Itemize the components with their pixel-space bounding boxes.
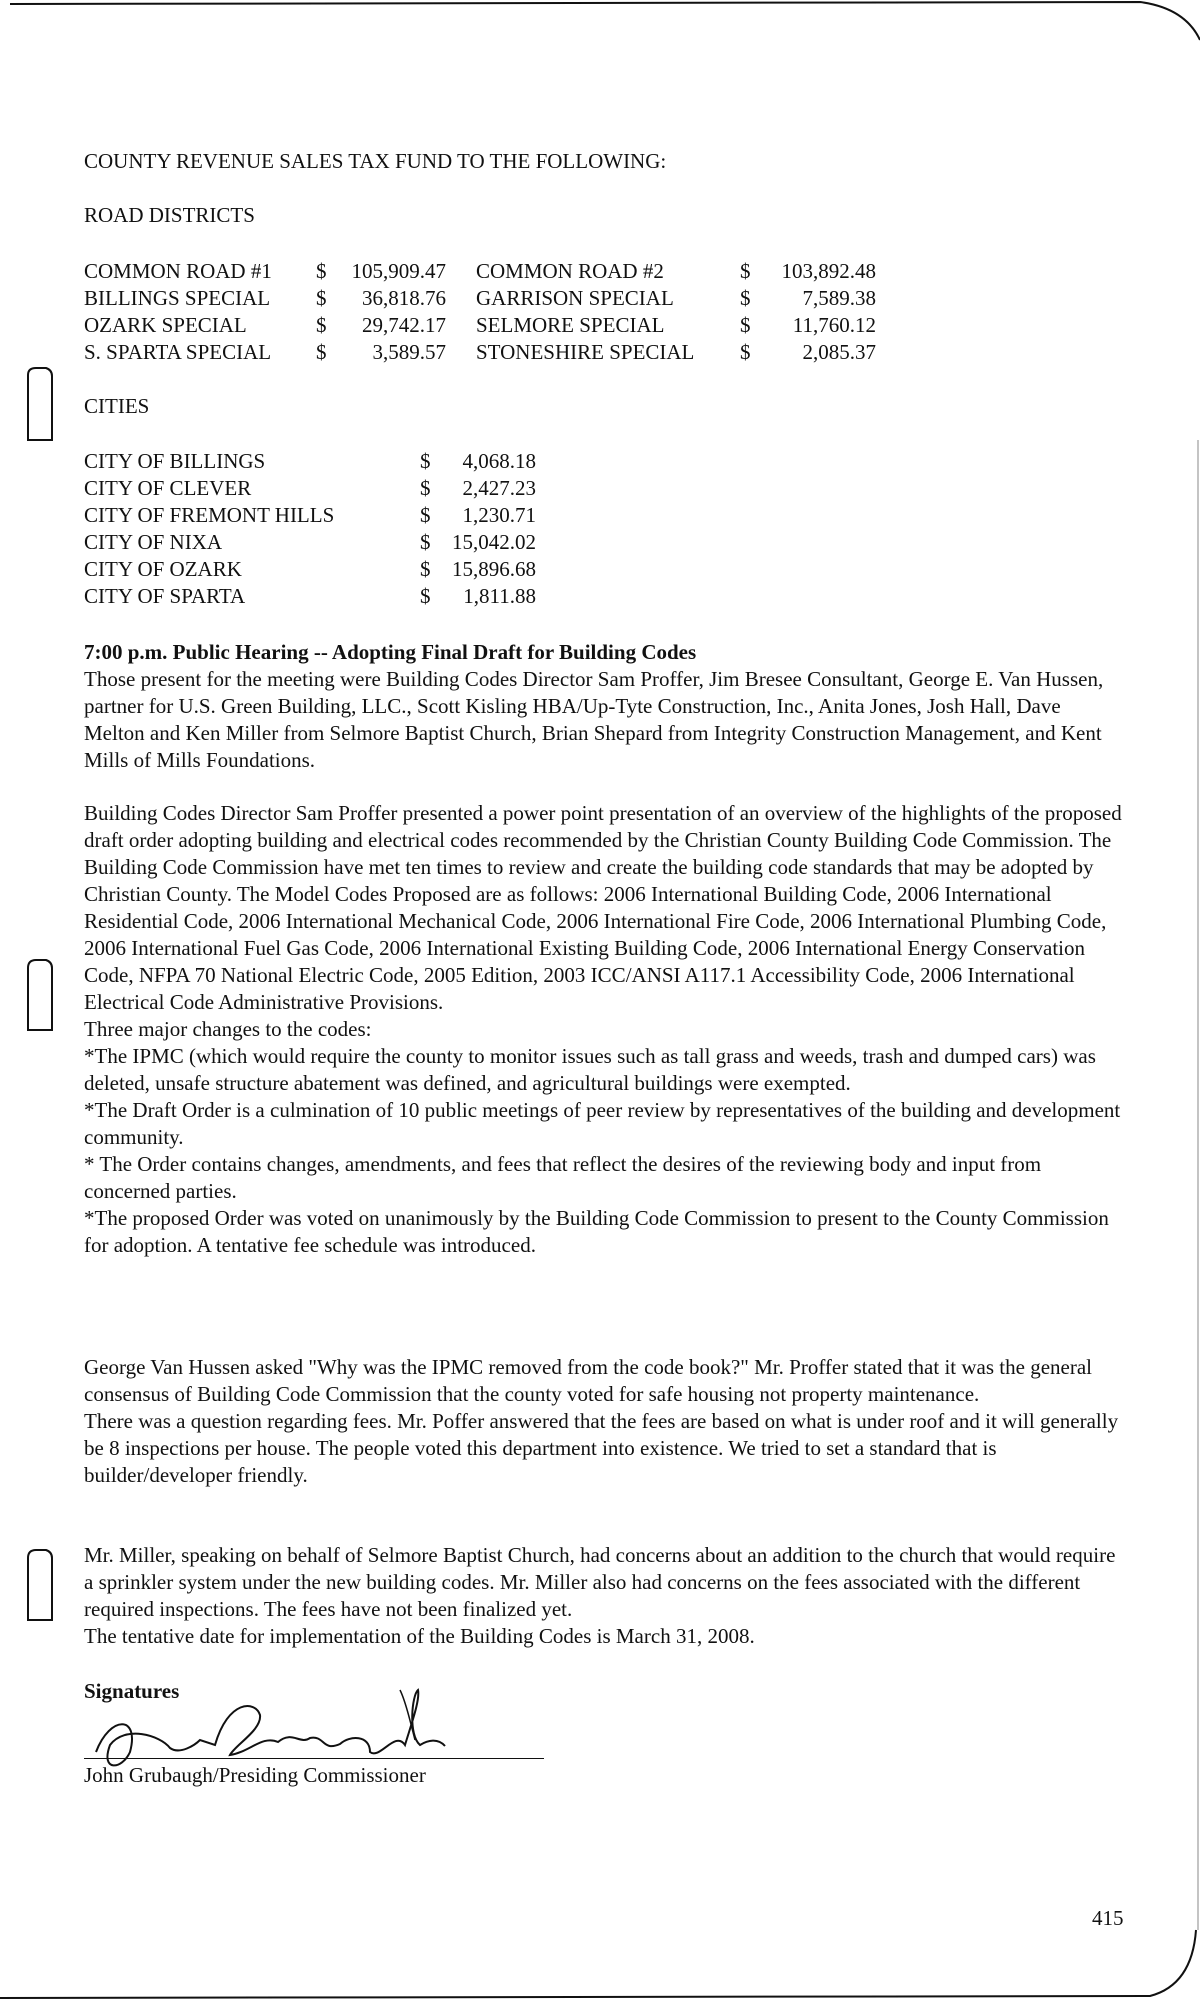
fees-question-paragraph: There was a question regarding fees. Mr. Poffer answered that the fees are based on what is under roof and it will generally be 8 inspections per house. The people voted this department into existence. We tried to set a standard that is builder/developer friendly. [84, 1409, 1119, 1487]
city-name: CITY OF BILLINGS [84, 449, 266, 473]
currency-symbol: $ [420, 530, 431, 554]
punch-hole-middle [28, 960, 52, 1030]
top-edge-line [10, 2, 1200, 40]
hearing-discussion [84, 1354, 1124, 1489]
currency-symbol: $ [420, 584, 431, 608]
change-item-3: * The Order contains changes, amendments, and fees that reflect the desires of the reviewing body and input from concerned parties. [84, 1152, 1042, 1203]
currency-symbol: $ [740, 340, 751, 364]
change-item-2: *The Draft Order is a culmination of 10 public meetings of peer review by representatives of the building and development community. [84, 1098, 1121, 1149]
fund-title: COUNTY REVENUE SALES TAX FUND TO THE FOLLOWING: [84, 149, 667, 173]
city-amount: 15,042.02 [452, 530, 536, 554]
punch-hole-bottom [28, 1550, 52, 1620]
hearing-presentation [84, 800, 1124, 1259]
signer-name-title: John Grubaugh/Presiding Commissioner [84, 1763, 426, 1787]
hearing-concerns [84, 1542, 1124, 1650]
hearing-title: 7:00 p.m. Public Hearing -- Adopting Final Draft for Building Codes [84, 640, 697, 664]
district-name: STONESHIRE SPECIAL [476, 340, 695, 364]
signatures-label: Signatures [84, 1679, 180, 1703]
currency-symbol: $ [316, 313, 327, 337]
district-amount: 3,589.57 [372, 340, 446, 364]
attendees-paragraph: Those present for the meeting were Building Codes Director Sam Proffer, Jim Bresee Consultant, George E. Van Hussen, partner for U.S. Green Building, LLC., Scott Kisling HBA/Up-Tyte Construction, Inc., Anita Jones, Josh Hall, Dave Melton and Ken Miller from Selmore Baptist Church, Brian Shepard from Integrity Construction Management, and Kent Mills of Mills Foundations. [84, 667, 1104, 772]
currency-symbol: $ [316, 286, 327, 310]
signature-line [84, 1758, 544, 1759]
currency-symbol: $ [316, 340, 327, 364]
city-name: CITY OF OZARK [84, 557, 242, 581]
road-districts-label: ROAD DISTRICTS [84, 203, 255, 227]
change-item-1: *The IPMC (which would require the county to monitor issues such as tall grass and weeds, trash and dumped cars) was deleted, unsafe structure abatement was defined, and agricultural buildings were exempted. [84, 1044, 1096, 1095]
district-amount: 36,818.76 [362, 286, 446, 310]
district-name: OZARK SPECIAL [84, 313, 247, 337]
district-amount: 29,742.17 [362, 313, 446, 337]
change-item-4: *The proposed Order was voted on unanimously by the Building Code Commission to present to the County Commission for adoption. A tentative fee schedule was introduced. [84, 1206, 1109, 1257]
city-amount: 4,068.18 [462, 449, 536, 473]
ipmc-question-paragraph: George Van Hussen asked "Why was the IPMC removed from the code book?" Mr. Proffer stated that it was the general consensus of Building Code Commission that the county voted for safe housing not property maintenance. [84, 1355, 1092, 1406]
miller-concerns-paragraph: Mr. Miller, speaking on behalf of Selmore Baptist Church, had concerns about an addition to the church that would require a sprinkler system under the new building codes. Mr. Miller also had concerns on the fees associated with the different required inspections. The fees have not been finalized yet. [84, 1543, 1116, 1621]
cities-label: CITIES [84, 394, 150, 418]
currency-symbol: $ [740, 313, 751, 337]
currency-symbol: $ [420, 503, 431, 527]
page-number: 415 [1092, 1906, 1124, 1930]
currency-symbol: $ [420, 557, 431, 581]
district-name: SELMORE SPECIAL [476, 313, 665, 337]
city-name: CITY OF NIXA [84, 530, 223, 554]
city-amount: 2,427.23 [462, 476, 536, 500]
hearing-attendees [84, 666, 1124, 774]
punch-hole-top [28, 368, 52, 440]
city-amount: 15,896.68 [452, 557, 536, 581]
implementation-date: The tentative date for implementation of the Building Codes is March 31, 2008. [84, 1624, 755, 1648]
district-name: COMMON ROAD #1 [84, 259, 272, 283]
district-amount: 7,589.38 [802, 286, 876, 310]
district-name: S. SPARTA SPECIAL [84, 340, 272, 364]
city-name: CITY OF SPARTA [84, 584, 246, 608]
right-bottom-edge-line [0, 1930, 1196, 1998]
district-amount: 103,892.48 [781, 259, 876, 283]
presentation-paragraph: Building Codes Director Sam Proffer presented a power point presentation of an overview of the highlights of the proposed draft order adopting building and electrical codes recommended by the Christian County Building Code Commission. The Building Code Commission have met ten times to review and create the building code standards that may be adopted by Christian County. The Model Codes Proposed are as follows: 2006 International Building Code, 2006 International Residential Code, 2006 International Mechanical Code, 2006 International Fire Code, 2006 International Plumbing Code, 2006 International Fuel Gas Code, 2006 International Existing Building Code, 2006 International Energy Conservation Code, NFPA 70 National Electric Code, 2005 Edition, 2003 ICC/ANSI A117.1 Accessibility Code, 2006 International Electrical Code Administrative Provisions. [84, 801, 1122, 1014]
city-amount: 1,811.88 [463, 584, 536, 608]
currency-symbol: $ [420, 476, 431, 500]
district-amount: 11,760.12 [792, 313, 876, 337]
currency-symbol: $ [740, 259, 751, 283]
district-name: BILLINGS SPECIAL [84, 286, 271, 310]
district-amount: 2,085.37 [802, 340, 876, 364]
city-name: CITY OF CLEVER [84, 476, 252, 500]
city-amount: 1,230.71 [462, 503, 536, 527]
currency-symbol: $ [420, 449, 431, 473]
district-amount: 105,909.47 [351, 259, 446, 283]
district-name: COMMON ROAD #2 [476, 259, 664, 283]
currency-symbol: $ [740, 286, 751, 310]
district-name: GARRISON SPECIAL [476, 286, 674, 310]
changes-intro: Three major changes to the codes: [84, 1017, 372, 1041]
city-name: CITY OF FREMONT HILLS [84, 503, 335, 527]
currency-symbol: $ [316, 259, 327, 283]
